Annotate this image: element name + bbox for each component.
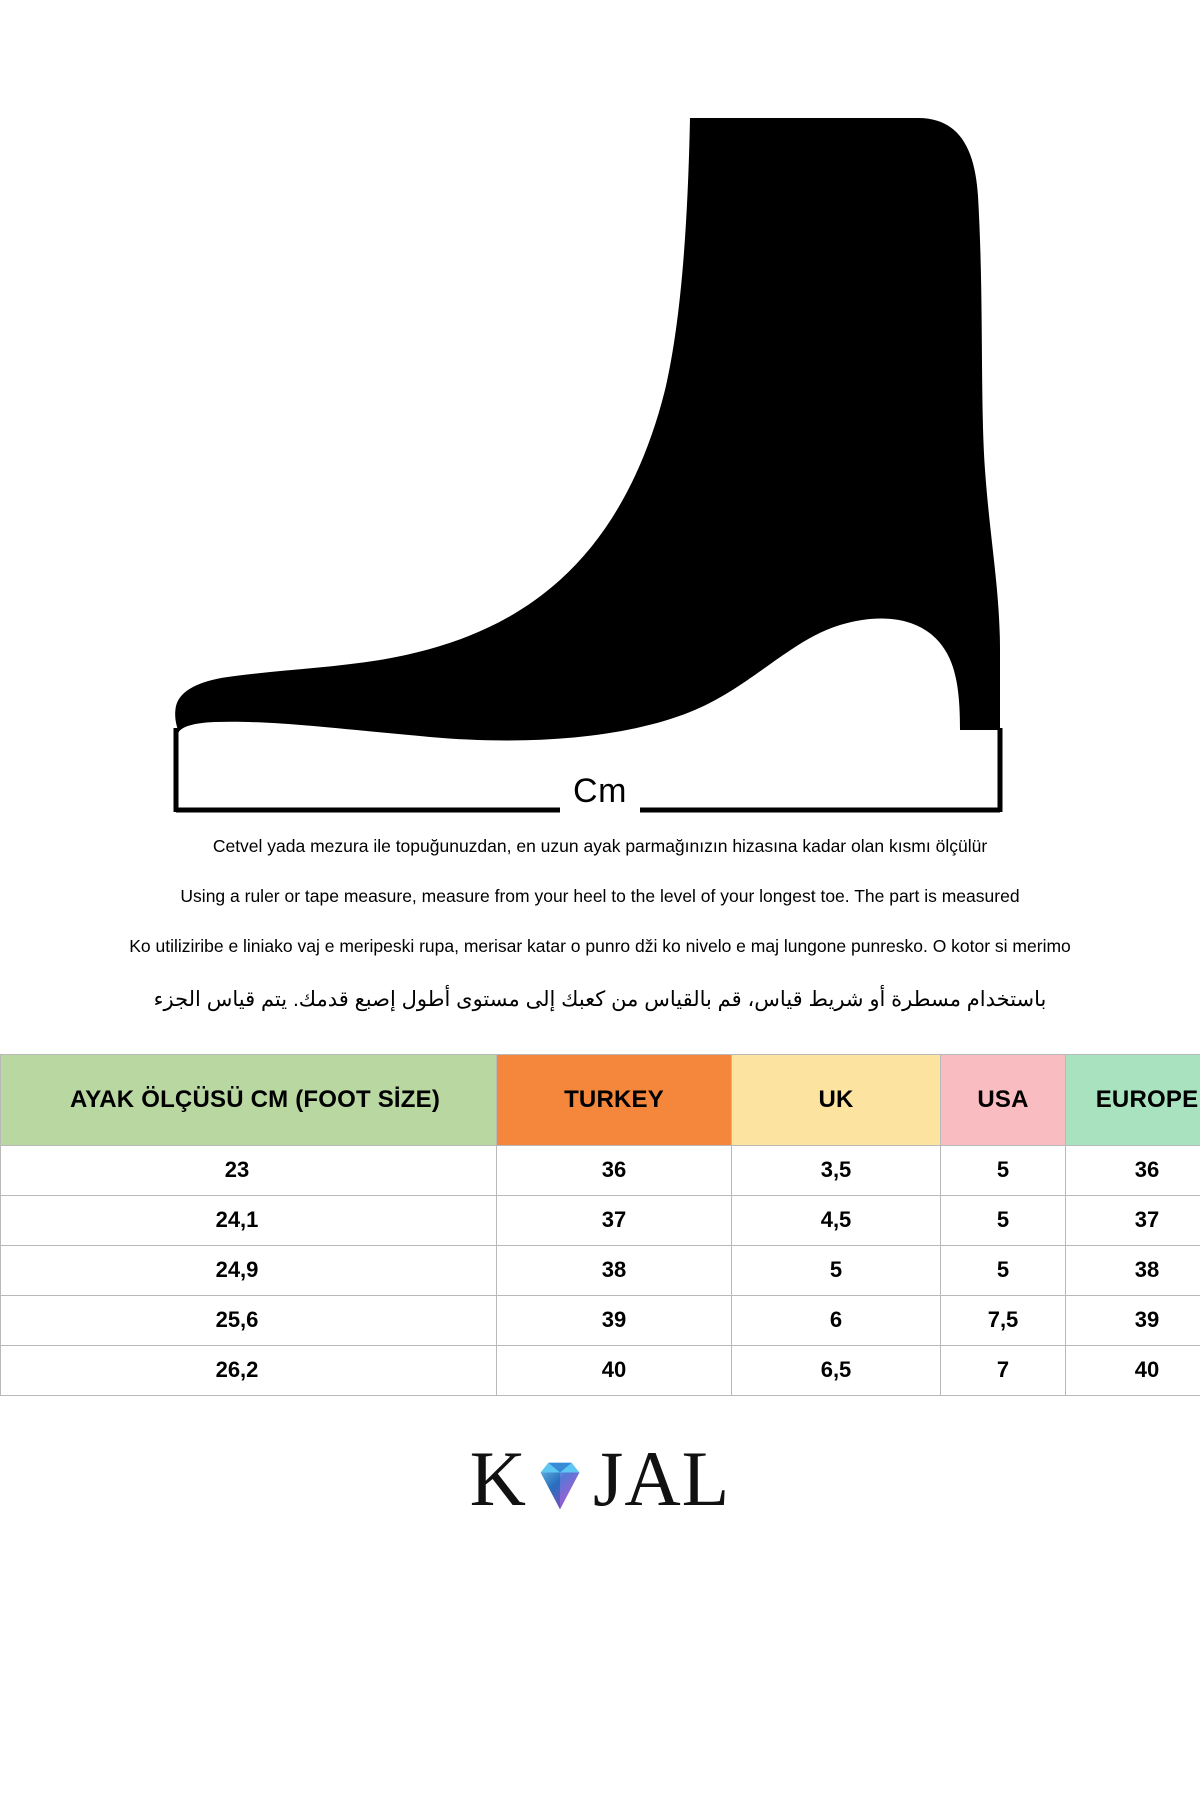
cm-measure-text: Cm: [565, 772, 635, 810]
cell-turkey: 38: [497, 1245, 732, 1295]
cell-turkey: 39: [497, 1295, 732, 1345]
table-row: [1, 1295, 1200, 1345]
cell-usa: 5: [941, 1245, 1066, 1295]
diamond-icon: [529, 1452, 591, 1514]
cell-europe: 36: [1066, 1145, 1200, 1195]
cell-uk: 3,5: [732, 1145, 941, 1195]
instruction-ar: باستخدام مسطرة أو شريط قياس، قم بالقياس من كعبك إلى مستوى أطول إصبع قدمك. يتم قياس الجزء: [153, 988, 1047, 1012]
cell-foot-size: 24,1: [1, 1195, 497, 1245]
table-header: [1, 1054, 1200, 1145]
cell-usa: 5: [941, 1195, 1066, 1245]
column-header-europe: EUROPE: [1066, 1054, 1200, 1145]
brand-logo-area: [0, 1396, 1200, 1800]
table-row: [1, 1145, 1200, 1195]
cell-turkey: 37: [497, 1195, 732, 1245]
column-header-foot-size: AYAK ÖLÇÜSÜ CM (FOOT SİZE): [1, 1054, 497, 1145]
instructions-block: [0, 834, 1200, 1026]
table-body: [1, 1145, 1200, 1395]
brand-logo: [470, 1434, 731, 1524]
table-header-row: [1, 1054, 1200, 1145]
cell-usa: 7,5: [941, 1295, 1066, 1345]
cell-europe: 38: [1066, 1245, 1200, 1295]
cm-measure-label: [0, 772, 1200, 811]
instruction-tr: Cetvel yada mezura ile topuğunuzdan, en uzun ayak parmağınızın hizasına kadar olan kısmı ölçülür: [212, 836, 988, 856]
column-header-uk: UK: [732, 1054, 941, 1145]
cell-turkey: 36: [497, 1145, 732, 1195]
cell-europe: 39: [1066, 1295, 1200, 1345]
instruction-rom: Ko utiliziribe e liniako vaj e meripeski rupa, merisar katar o punro dži ko nivelo e maj lungone punresko. O kotor si merimo: [129, 936, 1071, 957]
cell-foot-size: 26,2: [1, 1345, 497, 1395]
size-conversion-table-wrap: [0, 1054, 1200, 1396]
cell-foot-size: 24,9: [1, 1245, 497, 1295]
table-row: [1, 1345, 1200, 1395]
cell-turkey: 40: [497, 1345, 732, 1395]
cell-europe: 40: [1066, 1345, 1200, 1395]
table-row: [1, 1245, 1200, 1295]
cell-europe: 37: [1066, 1195, 1200, 1245]
logo-text-left: K: [469, 1434, 527, 1522]
cell-uk: 6,5: [732, 1345, 941, 1395]
column-header-turkey: TURKEY: [497, 1054, 732, 1145]
column-header-usa: USA: [941, 1054, 1066, 1145]
cell-uk: 6: [732, 1295, 941, 1345]
cell-foot-size: 25,6: [1, 1295, 497, 1345]
foot-silhouette-icon: [0, 0, 1200, 830]
cell-foot-size: 23: [1, 1145, 497, 1195]
cell-uk: 4,5: [732, 1195, 941, 1245]
cell-uk: 5: [732, 1245, 941, 1295]
cell-usa: 5: [941, 1145, 1066, 1195]
foot-measurement-diagram: [0, 0, 1200, 830]
logo-text-right: JAL: [593, 1434, 731, 1522]
size-conversion-table: [0, 1054, 1200, 1396]
table-row: [1, 1195, 1200, 1245]
instruction-en: Using a ruler or tape measure, measure from your heel to the level of your longest toe. The part is measured: [180, 886, 1020, 907]
cell-usa: 7: [941, 1345, 1066, 1395]
